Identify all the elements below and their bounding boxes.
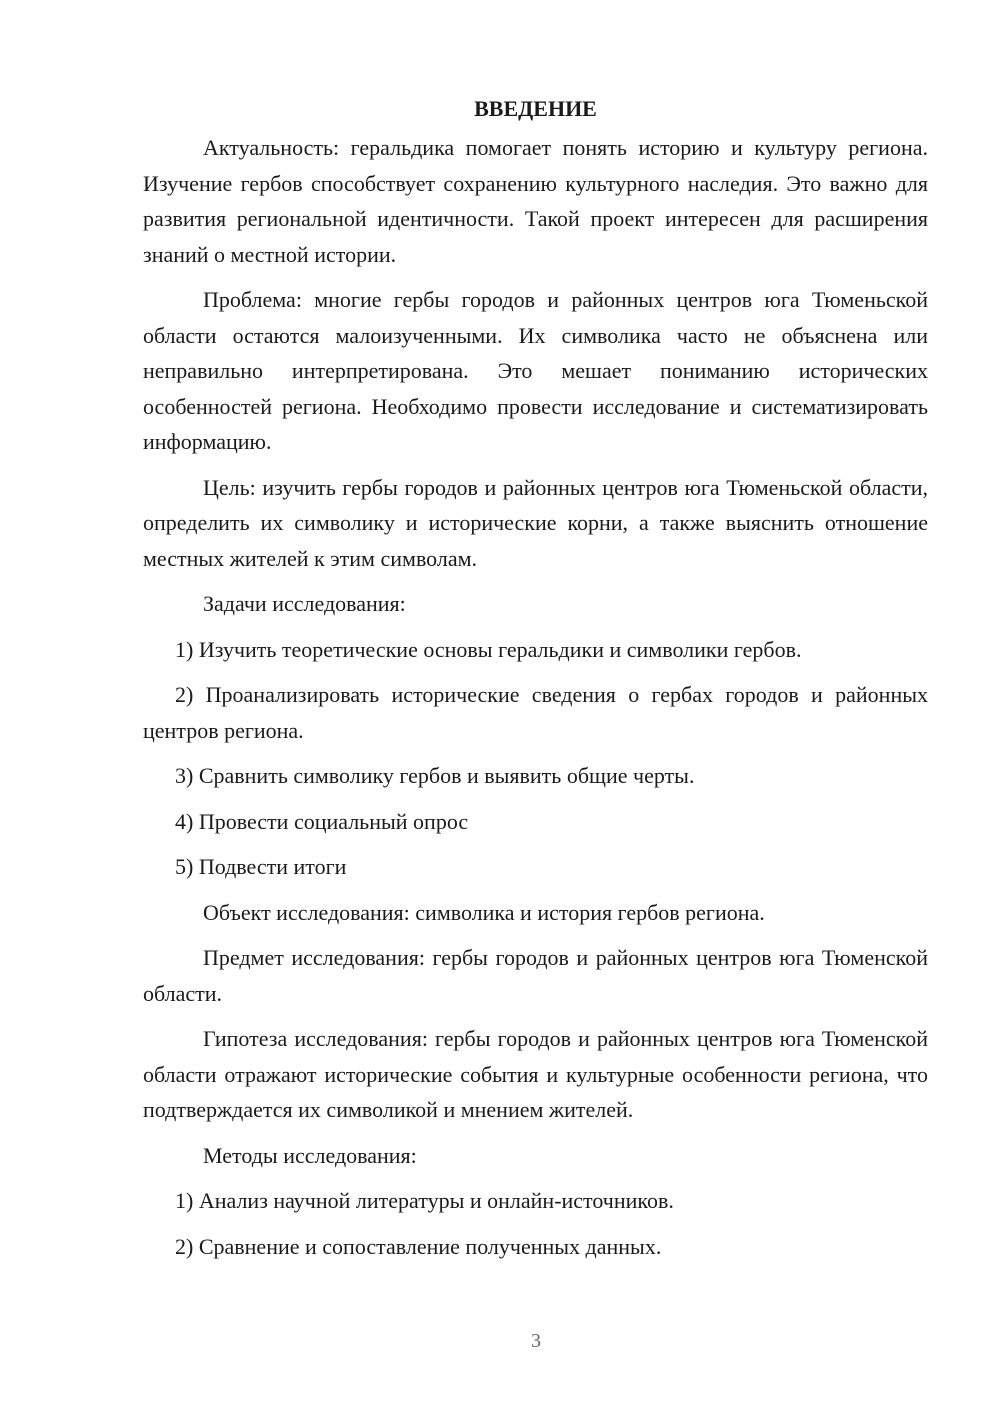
hypothesis-paragraph: Гипотеза исследования: гербы городов и районных центров юга Тюменской области отражают исторические события и культурные особенности региона, что подтверждается их символикой и мнением жителей. — [143, 1026, 928, 1122]
relevance-paragraph: Актуальность: геральдика помогает понять историю и культуру региона. Изучение гербов способствует сохранению культурного наследия. Это важно для развития региональной идентичности. Такой проект интересен для расширения знаний о местной истории. — [143, 135, 928, 267]
task-item: 5) Подвести итоги — [175, 854, 347, 879]
methods-heading: Методы исследования: — [203, 1142, 417, 1168]
task-item: 3) Сравнить символику гербов и выявить общие черты. — [175, 763, 695, 788]
method-item: 1) Анализ научной литературы и онлайн-источников. — [175, 1188, 674, 1213]
object-paragraph: Объект исследования: символика и история гербов региона. — [203, 899, 765, 925]
tasks-heading: Задачи исследования: — [203, 591, 406, 616]
problem-paragraph: Проблема: многие гербы городов и районных центров юга Тюменьской области остаются малоизученными. Их символика часто не объяснена или неправильно интерпретирована. Это мешает пониманию исторических особенностей региона. Необходимо провести исследование и систематизировать информацию. — [143, 287, 928, 454]
document-page — [143, 92, 928, 1274]
task-item: 1) Изучить теоретические основы геральдики и символики гербов. — [175, 636, 802, 662]
task-item: 4) Провести социальный опрос — [175, 808, 469, 834]
method-item: 2) Сравнение и сопоставление полученных данных. — [175, 1233, 662, 1259]
task-item: 2) Проанализировать исторические сведения о гербах городов и районных центров региона. — [143, 682, 928, 743]
page-number: 3 — [531, 1330, 541, 1352]
subject-paragraph: Предмет исследования: гербы городов и районных центров юга Тюменской области. — [143, 945, 928, 1006]
page-title: ВВЕДЕНИЕ — [474, 96, 597, 121]
goal-paragraph: Цель: изучить гербы городов и районных центров юга Тюменьской области, определить их символику и исторические корни, а также выяснить отношение местных жителей к этим символам. — [143, 474, 928, 571]
